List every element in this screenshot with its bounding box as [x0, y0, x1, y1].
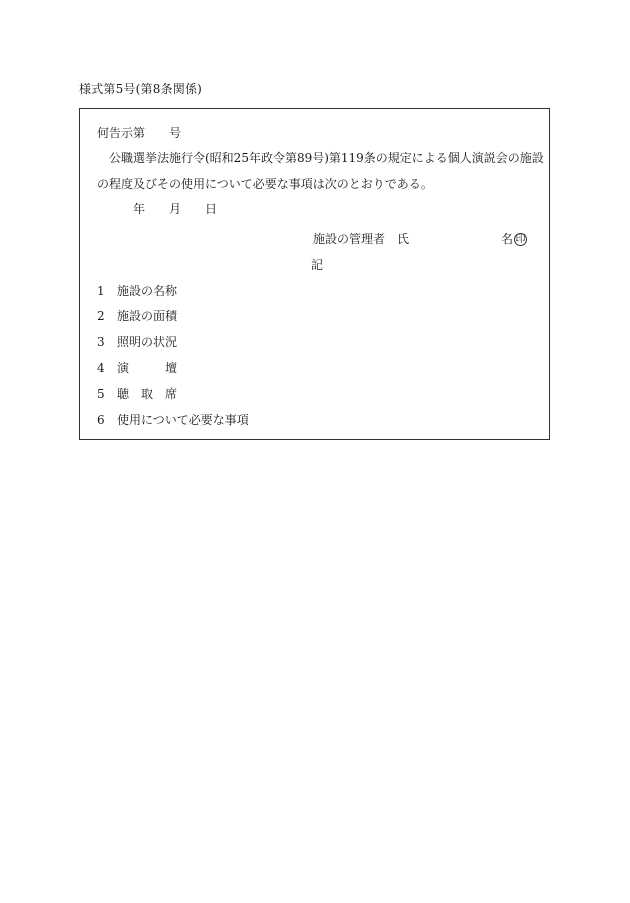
item-label: 使用について必要な事項: [117, 413, 249, 427]
item-label: 施設の面積: [117, 309, 178, 323]
list-item: [97, 309, 177, 323]
notice-body-line-1: 公職選挙法施行令(昭和25年政令第89号)第119条の規定による個人演説会の施設: [109, 151, 544, 165]
item-label: 演 壇: [117, 361, 178, 375]
item-label: 施設の名称: [117, 284, 178, 298]
item-label: 照明の状況: [117, 335, 178, 349]
date-day: 日: [205, 202, 218, 216]
item-number: 3: [97, 335, 105, 349]
notice-body-line-2: の程度及びその使用について必要な事項は次のとおりである。: [97, 177, 433, 191]
seal-mark: 印: [515, 234, 526, 245]
signature-name: [501, 232, 527, 246]
item-label: 聴 取 席: [117, 387, 178, 401]
form-number-label: 様式第5号(第8条関係): [79, 82, 203, 96]
item-number: 6: [97, 413, 105, 427]
list-item: [97, 361, 177, 375]
signature-name-label: 名: [501, 232, 514, 246]
item-number: 2: [97, 309, 105, 323]
ki-heading: 記: [311, 258, 324, 272]
notice-form-box: [79, 108, 550, 440]
item-number: 1: [97, 284, 105, 298]
item-number: 5: [97, 387, 105, 401]
date-month: 月: [169, 202, 182, 216]
list-item: [97, 413, 249, 427]
signature-role: 施設の管理者 氏: [313, 232, 410, 246]
item-number: 4: [97, 361, 105, 375]
date-line: [133, 202, 217, 216]
list-item: [97, 284, 177, 298]
list-item: [97, 387, 177, 401]
list-item: [97, 335, 177, 349]
notice-number-line: 何告示第 号: [97, 126, 182, 140]
date-year: 年: [133, 202, 146, 216]
